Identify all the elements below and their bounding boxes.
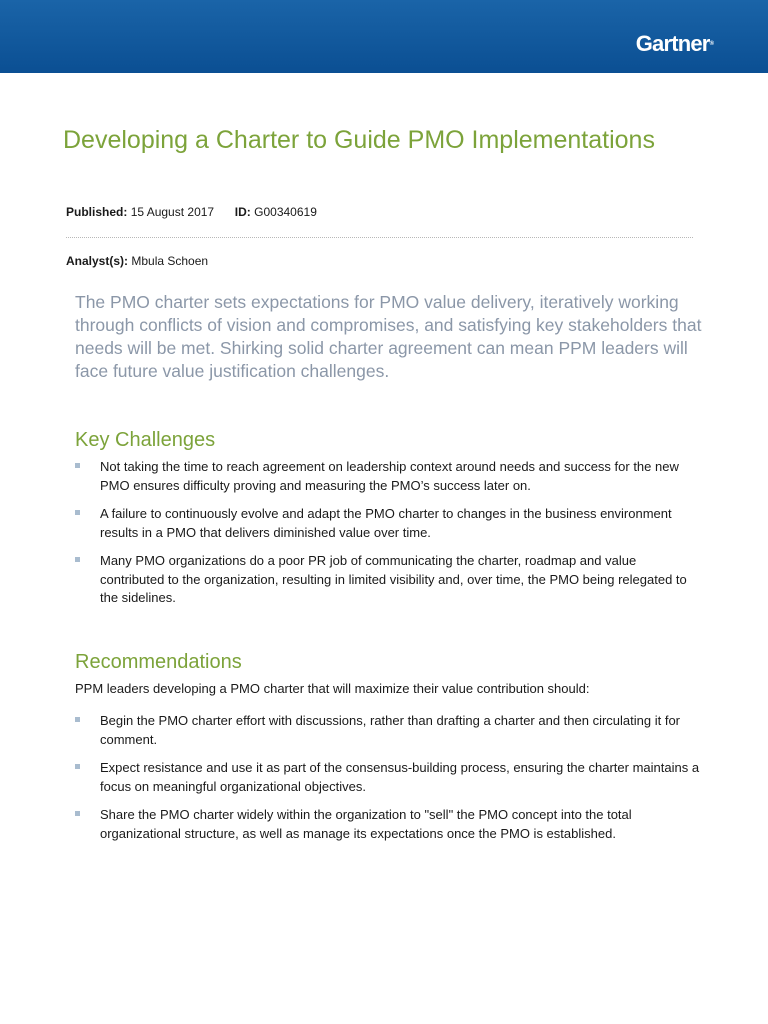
published-label: Published: — [66, 205, 128, 219]
key-challenges-list — [75, 458, 700, 618]
recommendations-intro: PPM leaders developing a PMO charter that will maximize their value contribution should: — [75, 681, 590, 696]
list-item-text: Not taking the time to reach agreement on leadership context around needs and success for the new PMO ensures difficulty proving and measuring the PMO’s success later on. — [100, 459, 679, 493]
summary-text: The PMO charter sets expectations for PMO value delivery, iteratively working through conflicts of vision and compromises, and satisfying key stakeholders that needs will be met. Shirking solid charter agreement can mean PPM leaders will face future value justification challenges. — [75, 292, 702, 381]
list-item — [75, 552, 700, 608]
publication-meta — [66, 204, 317, 220]
bullet-square-icon — [75, 510, 80, 515]
document-id: G00340619 — [254, 205, 317, 219]
bullet-square-icon — [75, 557, 80, 562]
recommendations-list — [75, 712, 700, 853]
list-item — [75, 458, 700, 495]
list-item-text: Begin the PMO charter effort with discussions, rather than drafting a charter and then circulating it for comment. — [100, 713, 680, 747]
list-item-text: Expect resistance and use it as part of the consensus-building process, ensuring the charter maintains a focus on meaningful organizational objectives. — [100, 760, 700, 794]
analyst-name: Mbula Schoen — [131, 254, 209, 268]
list-item — [75, 759, 700, 796]
page-title: Developing a Charter to Guide PMO Implementations — [63, 126, 655, 154]
key-challenges-heading: Key Challenges — [75, 429, 216, 451]
list-item-text: Many PMO organizations do a poor PR job of communicating the charter, roadmap and value contributed to the organization, resulting in limited visibility and, over time, the PMO being relegated to the sidelines. — [100, 553, 687, 605]
recommendations-heading: Recommendations — [75, 651, 242, 673]
bullet-square-icon — [75, 717, 80, 722]
list-item-text: A failure to continuously evolve and adapt the PMO charter to changes in the business environment results in a PMO that delivers diminished value over time. — [100, 506, 672, 540]
header-bar — [0, 0, 768, 73]
published-date: 15 August 2017 — [130, 205, 215, 219]
logo-registered-mark: ® — [709, 41, 714, 47]
bullet-square-icon — [75, 811, 80, 816]
bullet-square-icon — [75, 764, 80, 769]
bullet-square-icon — [75, 463, 80, 468]
list-item — [75, 806, 700, 843]
analyst-label: Analyst(s): — [66, 254, 129, 268]
divider — [66, 237, 693, 238]
document-id-label: ID: — [234, 205, 251, 219]
logo-text: Gartner — [635, 31, 710, 56]
list-item — [75, 712, 700, 749]
list-item — [75, 505, 700, 542]
gartner-logo — [636, 31, 714, 57]
analyst-line — [66, 253, 208, 269]
list-item-text: Share the PMO charter widely within the organization to "sell" the PMO concept into the total organizational structure, as well as manage its expectations once the PMO is established. — [100, 807, 632, 841]
